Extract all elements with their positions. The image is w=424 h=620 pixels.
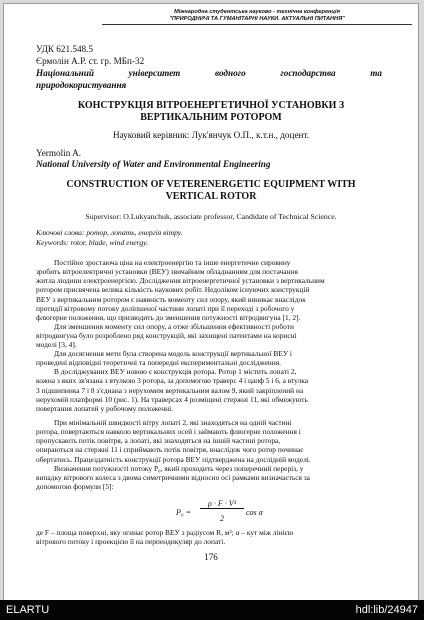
text-line: обертатись. Працездатність конструкції ротора ВЕУ підтверджена на дослідній моделі. xyxy=(36,454,311,464)
text-line: Визначення потужності потоку P₀, який проходить через поперечний переріз, у xyxy=(54,464,304,473)
text-line: ВЕУ з вертикальним ротором є наявність моменту сил опору, який виникає внаслідок xyxy=(36,294,306,304)
formula-lhs: P₀ = xyxy=(176,508,192,517)
title-en-line-1: CONSTRUCTION OF VETERENERGETIC EQUIPMENT WITH xyxy=(66,179,356,190)
title-ua-line-2: ВЕРТИКАЛЬНИМ РОТОРОМ xyxy=(140,112,282,123)
header-line-2: "ПРИРОДНИЧІ ТА ГУМАНІТАРНІ НАУКИ. АКТУАЛЬНІ ПИТАННЯ" xyxy=(169,16,345,22)
text-line: При мінімальній швидкості вітру лопаті 2, які знаходяться на одній частині xyxy=(54,418,292,427)
affiliation-ua-line-1: Національний університет водного господарства та xyxy=(36,68,382,78)
formula-numerator: ρ · F · V³ xyxy=(200,499,244,509)
keywords-ua: Ключові слова: ротор, лопать, енергія вітру. xyxy=(36,228,183,237)
text-line: ротором присвячена велика кількість наукових робіт. Недоліком існуючих конструкцій xyxy=(36,285,310,295)
page-number: 176 xyxy=(204,552,218,562)
text-line: опираються на стержні 11 і сприймають потік повітря, внаслідок чого ротор починає xyxy=(36,445,304,455)
header-line-1: Міжнародна студентська науково - технічна конференція xyxy=(174,9,340,15)
document-page xyxy=(3,3,419,601)
affiliation-ua-line-2: природокористування xyxy=(36,80,127,90)
paragraph-reduction xyxy=(36,322,382,349)
text-line: Для зменшення моменту сил опору, а отже збільшення ефективності роботи xyxy=(54,322,294,331)
supervisor-ua: Науковий керівник: Лук'янчук О.П., к.т.н., доцент. xyxy=(112,130,310,140)
paragraph-definitions xyxy=(36,528,382,546)
text-line: проведені відповідні теоретичні та попередні експериментальні дослідження. xyxy=(36,358,281,368)
paragraph-construction xyxy=(36,349,382,413)
keywords-en: Keywords: rotor, blade, wind energy. xyxy=(36,238,148,247)
paragraph-intro xyxy=(36,258,382,322)
repository-name: ELARTU xyxy=(6,604,50,616)
text-line: житла людини електроенергією. Дослідження вітроенергетичної установки з вертикальним xyxy=(36,276,325,286)
text-line: моделі [3, 4]. xyxy=(36,340,77,350)
udc-code: УДК 621.548.5 xyxy=(36,44,94,54)
text-line: Постійно зростаюча ціна на електроенергію та інше енергетичне сировину xyxy=(54,258,291,267)
formula-rhs: cos α xyxy=(246,508,263,517)
author-en: Yermolin A. xyxy=(36,148,82,158)
text-line: флюгерне положення, що призводить до зменшення потужності вітродвигуна [1, 2]. xyxy=(36,312,301,322)
text-line: зробить вітроелектричні установки (ВЕУ) звичайним обладнанням для постачання xyxy=(36,267,298,277)
repository-footer xyxy=(0,600,424,620)
text-line: В досліджуваних ВЕУ новою є конструкція ротора. Ротор 1 містить лопаті 2, xyxy=(54,367,297,377)
text-line: вітродвигуна було розроблено ряд конструкцій, які захищені патентами на корисні xyxy=(36,331,297,341)
text-line: пропускають потік повітря, а лопаті, які знаходяться на іншій частині ротора, xyxy=(36,436,281,446)
text-line: ротора, повертаються навколо вертикальних осей і займають флюгерне положення і xyxy=(36,427,301,437)
handle-link[interactable]: hdl:lib/24947 xyxy=(355,604,418,616)
title-ua-line-1: КОНСТРУКЦІЯ ВІТРОЕНЕРГЕТИЧНОЇ УСТАНОВКИ З xyxy=(77,100,345,111)
text-line: кожна з яких зв'язана з втулкою 3 ротора, за допомогою траверс 4 і цапф 5 і 6, а втулка xyxy=(36,376,309,386)
conference-header xyxy=(102,9,412,25)
title-en-line-2: VERTICAL ROTOR xyxy=(165,191,257,202)
author-ua: Єрмолін А.Р. ст. гр. МБп-32 xyxy=(36,56,145,66)
text-line: повертання лопатей у робочому положенні. xyxy=(36,403,174,413)
text-line: нерухомій платформі 10 (рис. 1). На траверсах 4 розміщені стержні 11, які обмежують xyxy=(36,394,308,404)
text-line: протидії вітровому потоку доліпшеної частини лопаті при її переході з робочого у xyxy=(36,303,295,313)
text-line: 3 підшипника 7 і 8 з'єднана з нерухомим вертикальним валом 9, який закріплений на xyxy=(36,385,304,395)
formula-denominator: 2 xyxy=(220,514,224,523)
text-line: Для досягнення мети була створена модель конструкції вертикальної ВЕУ і xyxy=(54,349,292,358)
text-line: допомогою формули [5]: xyxy=(36,482,114,492)
affiliation-en: National University of Water and Environmental Engineering xyxy=(36,159,271,169)
text-line: де F – площа поверхні, яку огинає ротор ВЕУ з радіусом R, м²; α – кут між лінією xyxy=(36,528,294,537)
text-line: вітрового потоку і проекцією її на перпендикуляр до лопаті. xyxy=(36,537,226,547)
supervisor-en: Supervisor: O.Lukyanchuk, associate professor, Candidate of Technical Science. xyxy=(85,212,337,221)
paragraph-operation xyxy=(36,418,382,464)
text-line: випадку вітрового колеса з двома симетричними відносно осі рамками визначається за xyxy=(36,473,310,483)
paragraph-power xyxy=(36,464,382,491)
